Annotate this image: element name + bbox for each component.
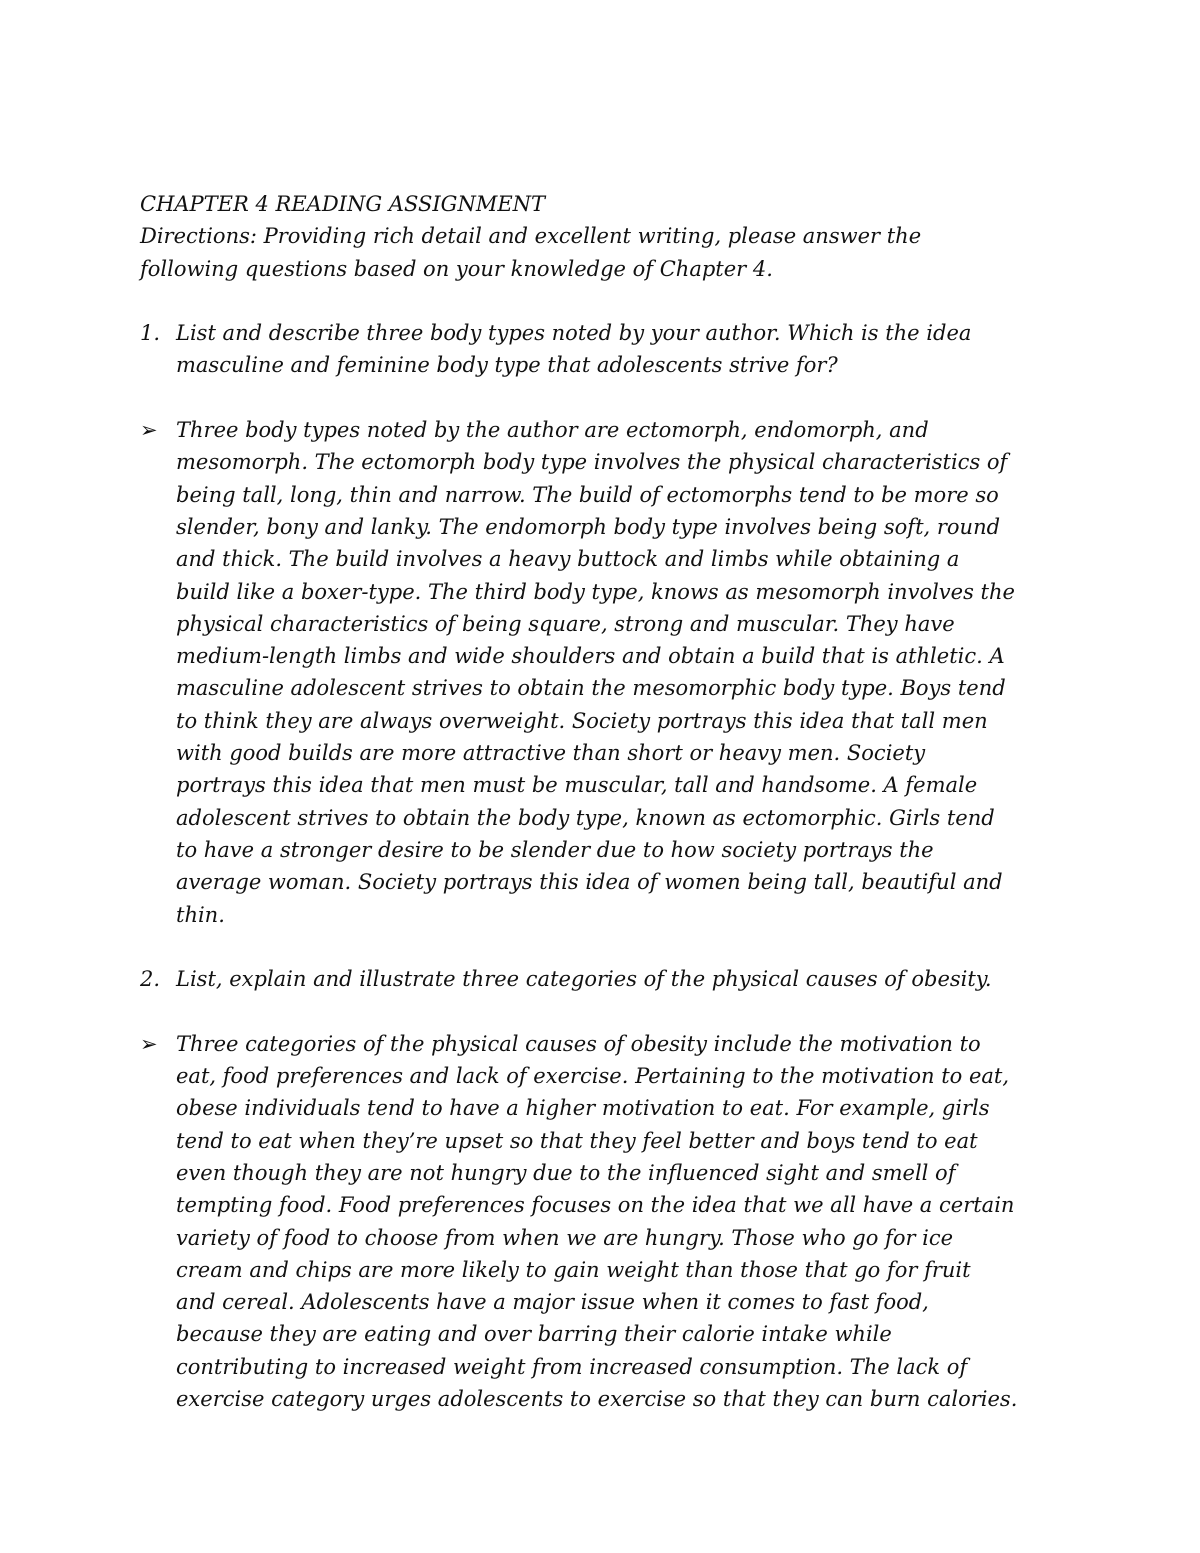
answer-1 bbox=[140, 414, 1070, 931]
answer-2 bbox=[140, 1028, 1070, 1416]
document-title: CHAPTER 4 READING ASSIGNMENT bbox=[140, 192, 546, 216]
spacer bbox=[140, 285, 1070, 317]
arrow-bullet-icon: ➢ bbox=[140, 418, 158, 443]
spacer bbox=[140, 382, 1070, 414]
answer-text: Three categories of the physical causes of obesity include the motivation to eat, food preferences and lack of exercise. Pertaining to the motivation to eat, obese individuals tend to have a higher motivation to eat. For example, girls tend to eat when they’re upset so that they feel better and boys tend to eat even though they are not hungry due to the influenced sight and smell of tempting food. Food preferences focuses on the idea that we all have a certain variety of food to choose from when we are hungry. Those who go for ice cream and chips are more likely to gain weight than those that go for fruit and cereal. Adolescents have a major issue when it comes to fast food, because they are eating and over barring their calorie intake while contributing to increased weight from increased consumption. The lack of exercise category urges adolescents to exercise so that they can burn calories. bbox=[176, 1031, 1018, 1411]
question-number: 2. bbox=[140, 967, 161, 992]
answer-text: Three body types noted by the author are ectomorph, endomorph, and mesomorph. The ectomorph body type involves the physical characteristics of being tall, long, thin and narrow. The build of ectomorphs tend to be more so slender, bony and lanky. The endomorph body type involves being soft, round and thick. The build involves a heavy buttock and limbs while obtaining a build like a boxer-type. The third body type, knows as mesomorph involves the physical characteristics of being square, strong and muscular. They have medium-length limbs and wide shoulders and obtain a build that is athletic. A masculine adolescent strives to obtain the mesomorphic body type. Boys tend to think they are always overweight. Society portrays this idea that tall men with good builds are more attractive than short or heavy men. Society portrays this idea that men must be muscular, tall and handsome. A female adolescent strives to obtain the body type, known as ectomorphic. Girls tend to have a stronger desire to be slender due to how society portrays the average woman. Society portrays this idea of women being tall, beautiful and thin. bbox=[176, 418, 1015, 927]
spacer bbox=[140, 995, 1070, 1027]
question-text: List and describe three body types noted by your author. Which is the idea masculine and feminine body type that adolescents strive for? bbox=[176, 321, 972, 378]
question-number: 1. bbox=[140, 321, 161, 346]
question-text: List, explain and illustrate three categories of the physical causes of obesity. bbox=[176, 967, 992, 992]
question-1 bbox=[140, 317, 1070, 382]
directions-text: Directions: Providing rich detail and excellent writing, please answer the following questions based on your knowledge of Chapter 4. bbox=[140, 224, 922, 281]
document-body bbox=[140, 188, 1070, 1415]
spacer bbox=[140, 931, 1070, 963]
arrow-bullet-icon: ➢ bbox=[140, 1031, 158, 1056]
question-2 bbox=[140, 963, 1070, 995]
